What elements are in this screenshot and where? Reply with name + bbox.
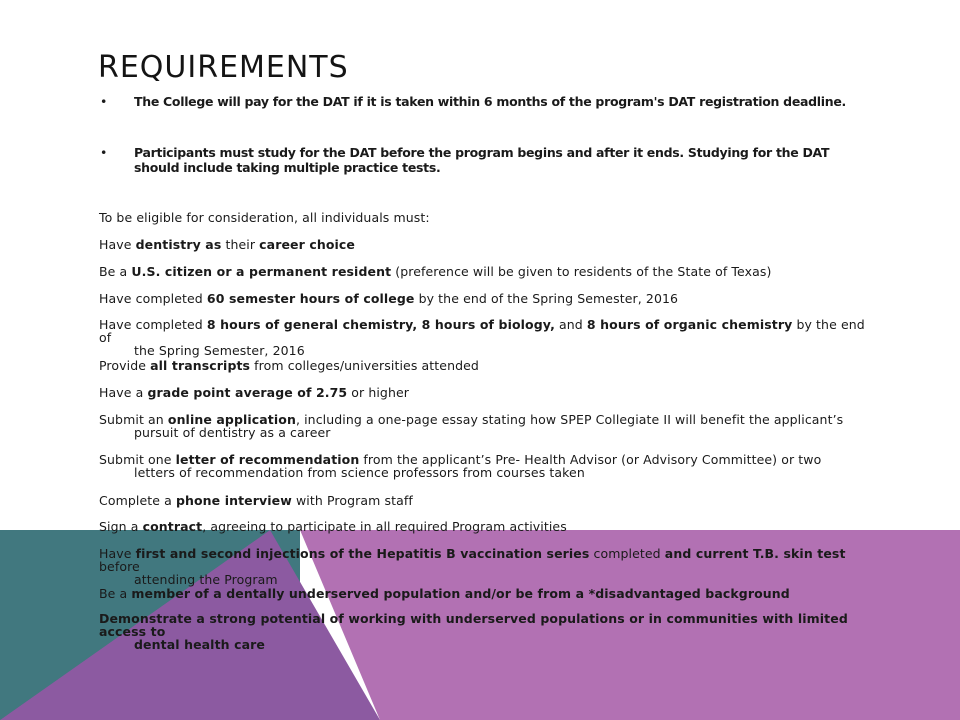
requirement-continuation bbox=[99, 344, 874, 357]
requirement-text: the Spring Semester, 2016 bbox=[134, 343, 305, 358]
requirement-emphasis: and current T.B. skin test bbox=[664, 546, 846, 561]
requirement-item bbox=[99, 359, 874, 372]
requirement-continuation bbox=[99, 426, 874, 439]
requirement-item bbox=[99, 238, 874, 251]
requirement-item bbox=[99, 612, 874, 651]
requirement-text: from the applicant’s Pre- Health Advisor (or Advisory Committee) or two bbox=[359, 452, 822, 467]
requirement-item bbox=[99, 265, 874, 278]
slide-title: REQUIREMENTS bbox=[98, 50, 349, 85]
requirement-emphasis: 8 hours of organic chemistry bbox=[586, 317, 793, 332]
requirement-emphasis: member of a dentally underserved population and/or be from a *disadvantaged background bbox=[131, 586, 790, 601]
requirement-emphasis: 8 hours of general chemistry, 8 hours of biology, bbox=[206, 317, 555, 332]
requirement-continuation bbox=[99, 466, 874, 479]
eligibility-intro: To be eligible for consideration, all individuals must: bbox=[99, 210, 430, 225]
requirement-text: from colleges/universities attended bbox=[250, 358, 479, 373]
requirement-emphasis: career choice bbox=[259, 237, 356, 252]
requirement-text: completed bbox=[589, 546, 665, 561]
requirement-text: Have a bbox=[99, 385, 148, 400]
requirement-emphasis: first and second injections of the Hepatitis B vaccination series bbox=[135, 546, 590, 561]
requirement-item bbox=[99, 587, 874, 600]
requirement-text: Submit one bbox=[99, 452, 176, 467]
requirement-emphasis: online application bbox=[167, 412, 296, 427]
requirement-item bbox=[99, 386, 874, 399]
requirement-item bbox=[99, 520, 874, 533]
requirement-item bbox=[99, 413, 874, 439]
requirement-item bbox=[99, 292, 874, 305]
requirement-item bbox=[99, 453, 874, 479]
requirement-continuation bbox=[99, 638, 874, 651]
requirement-emphasis: letter of recommendation bbox=[175, 452, 360, 467]
bullet-text: The College will pay for the DAT if it is taken within 6 months of the program's DAT registration deadline. bbox=[134, 94, 846, 109]
requirement-item bbox=[99, 318, 874, 357]
requirement-emphasis: phone interview bbox=[175, 493, 292, 508]
requirement-text: by the end of the Spring Semester, 2016 bbox=[414, 291, 679, 306]
requirement-text: with Program staff bbox=[291, 493, 413, 508]
requirement-text: Be a bbox=[99, 586, 132, 601]
requirement-emphasis: contract bbox=[142, 519, 203, 534]
requirement-emphasis: all transcripts bbox=[150, 358, 251, 373]
requirement-text: , agreeing to participate in all required Program activities bbox=[202, 519, 567, 534]
requirement-text: their bbox=[221, 237, 260, 252]
requirement-text: Sign a bbox=[99, 519, 143, 534]
requirement-text: , including a one-page essay stating how SPEP Collegiate II will benefit the applicant’s bbox=[295, 412, 844, 427]
requirement-text: Be a bbox=[99, 264, 132, 279]
requirement-text: Have bbox=[99, 237, 136, 252]
requirement-text: letters of recommendation from science professors from courses taken bbox=[134, 465, 585, 480]
requirement-text: Submit an bbox=[99, 412, 168, 427]
requirement-emphasis: dental health care bbox=[134, 637, 265, 652]
requirement-item bbox=[99, 494, 874, 507]
requirement-text: by the end of bbox=[99, 317, 865, 345]
requirement-item bbox=[99, 547, 874, 586]
requirement-text: attending the Program bbox=[134, 572, 278, 587]
requirement-text: Complete a bbox=[99, 493, 176, 508]
requirement-text: (preference will be given to residents of the State of Texas) bbox=[391, 264, 772, 279]
bullet-marker: • bbox=[100, 94, 108, 109]
requirement-text: and bbox=[554, 317, 587, 332]
requirement-text: or higher bbox=[347, 385, 410, 400]
bullet-text: Participants must study for the DAT before the program begins and after it ends. Studying for the DAT should include taking multiple practice tests. bbox=[134, 145, 830, 175]
requirement-text: Have bbox=[99, 546, 136, 561]
requirement-text: Have completed bbox=[99, 317, 207, 332]
requirement-emphasis: 60 semester hours of college bbox=[206, 291, 415, 306]
bullet-marker: • bbox=[100, 145, 108, 160]
requirement-text: pursuit of dentistry as a career bbox=[134, 425, 331, 440]
requirement-emphasis: Demonstrate a strong potential of working with underserved populations or in communities with limited access to bbox=[99, 611, 848, 639]
requirement-text: Have completed bbox=[99, 291, 207, 306]
requirement-text: Provide bbox=[99, 358, 151, 373]
requirement-text: before bbox=[99, 559, 140, 574]
requirement-emphasis: dentistry as bbox=[135, 237, 222, 252]
requirement-emphasis: U.S. citizen or a permanent resident bbox=[131, 264, 392, 279]
requirement-continuation bbox=[99, 573, 874, 586]
requirement-emphasis: grade point average of 2.75 bbox=[147, 385, 348, 400]
